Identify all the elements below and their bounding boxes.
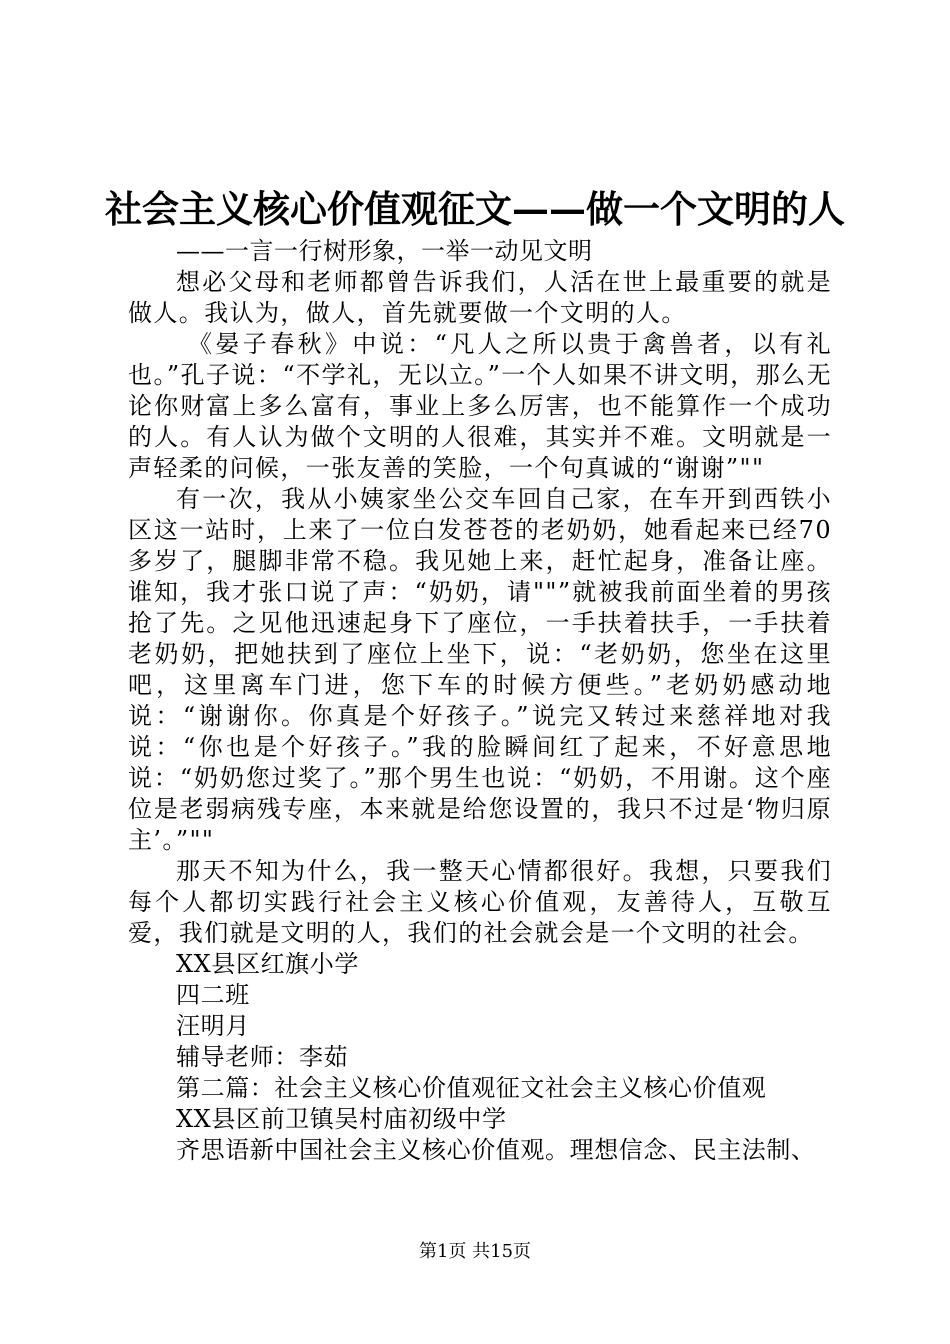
paragraph-story: 有一次，我从小姨家坐公交车回自己家，在车开到西铁小区这一站时，上来了一位白发苍苍的老奶奶，她看起来已经70多岁了，腿脚非常不稳。我见她上来，赶忙起身，准备让座。谁知，我才张口说了声：“奶奶，请""”就被我前面坐着的男孩抢了先。之见他迅速起身下了座位，一手扶着扶手，一手扶着老奶奶，把她扶到了座位上坐下，说：“老奶奶，您坐在这里吧，这里离车门进，您下车的时候方便些。”老奶奶感动地说：“谢谢你。你真是个好孩子。”说完又转过来慈祥地对我说：“你也是个好孩子。”我的脸瞬间红了起来，不好意思地说：“奶奶您过奖了。”那个男生也说：“奶奶，不用谢。这个座位是老弱病残专座，本来就是给您设置的，我只不过是‘物归原主’。”"" (128, 485, 832, 854)
document-body (128, 236, 832, 1166)
second-article-heading: 第二篇：社会主义核心价值观征文社会主义核心价值观 (176, 1074, 767, 1102)
school-name: XX县区红旗小学 (176, 950, 359, 978)
paragraph-intro: 想必父母和老师都曾告诉我们，人活在世上最重要的就是做人。我认为，做人，首先就要做一个文明的人。 (128, 268, 832, 327)
paragraph-conclusion: 那天不知为什么，我一整天心情都很好。我想，只要我们每个人都切实践行社会主义核心价值观，友善待人，互敬互爱，我们就是文明的人，我们的社会就会是一个文明的社会。 (128, 857, 832, 947)
paragraph-quote: 《晏子春秋》中说：“凡人之所以贵于禽兽者，以有礼也。”孔子说：“不学礼，无以立。”一个人如果不讲文明，那么无论你财富上多么富有，事业上多么厉害，也不能算作一个成功的人。有人认为做个文明的人很难，其实并不难。文明就是一声轻柔的问候，一张友善的笑脸，一个句真诚的“谢谢”"" (128, 330, 832, 482)
class-name: 四二班 (176, 981, 250, 1009)
author-name: 汪明月 (176, 1012, 250, 1040)
advisor-line: 辅导老师：李茹 (176, 1043, 349, 1071)
second-school-name: XX县区前卫镇吴村庙初级中学 (176, 1105, 507, 1133)
document-subtitle: ——一言一行树形象，一举一动见文明 (176, 237, 593, 265)
page-number-footer: 第1页 共15页 (418, 1241, 532, 1262)
second-article-first-line: 齐思语新中国社会主义核心价值观。理想信念、民主法制、 (176, 1136, 816, 1164)
document-title: 社会主义核心价值观征文——做一个文明的人 (105, 187, 845, 231)
